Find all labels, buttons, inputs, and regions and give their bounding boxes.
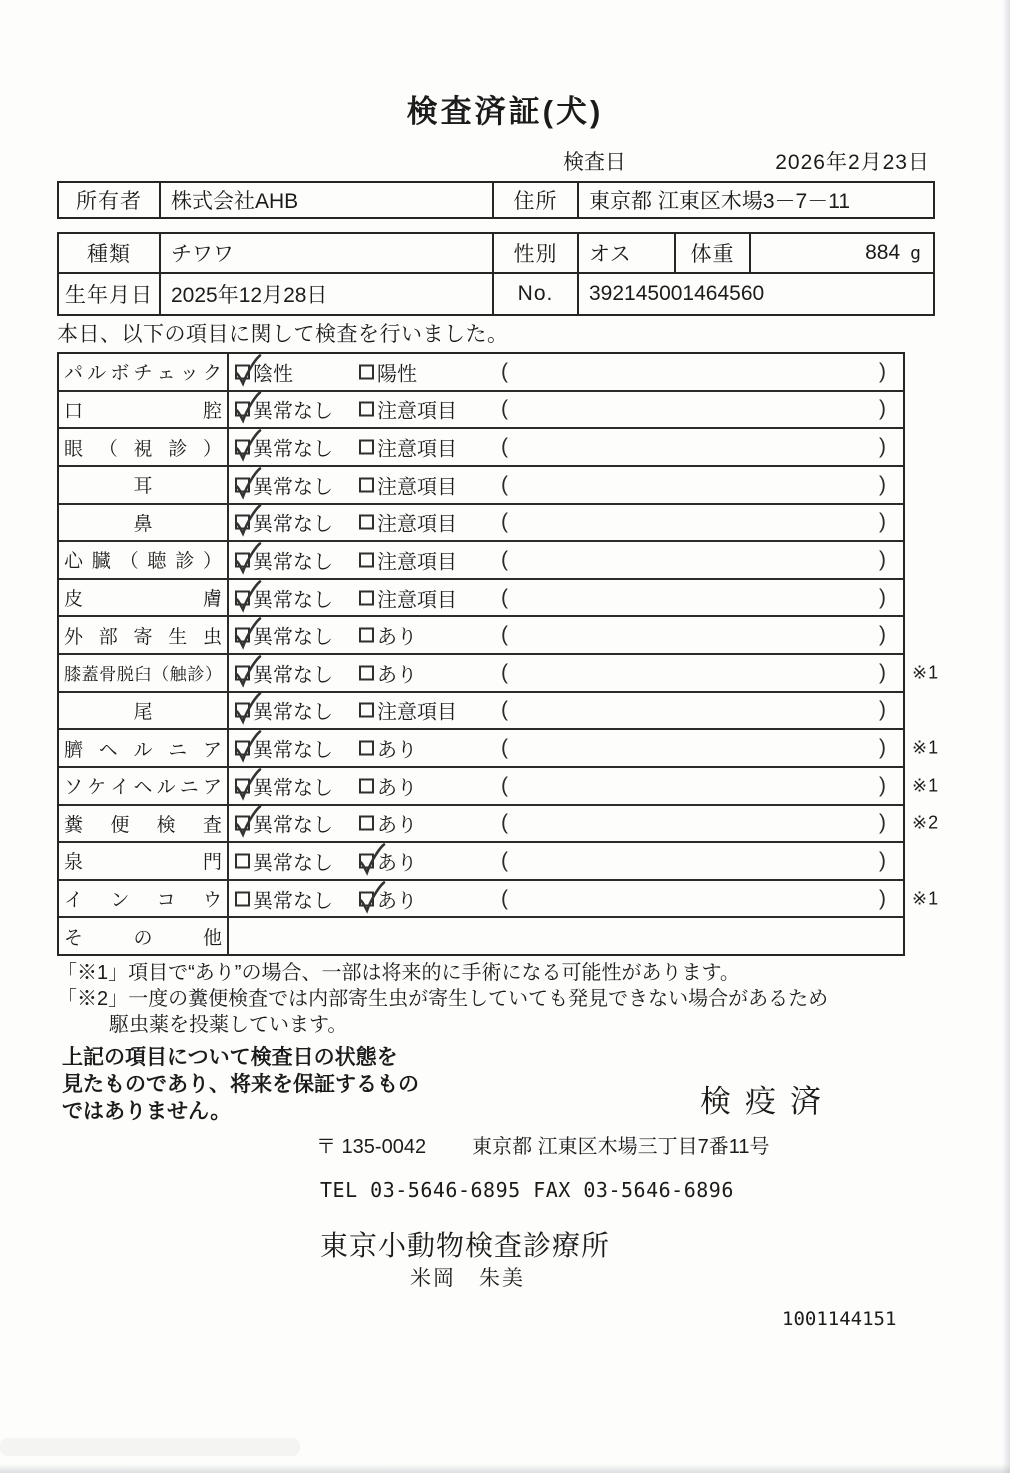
row-content	[229, 843, 903, 879]
breed-label: 種類	[87, 243, 131, 266]
row-label-char: ニ	[168, 739, 188, 761]
row-label-char: 臓	[91, 551, 111, 573]
exam-date-label: 検査日	[563, 151, 626, 174]
checkbox-checked	[235, 515, 250, 530]
row-content	[229, 806, 940, 842]
checkbox-checked	[235, 402, 250, 417]
checkbox-checked	[235, 816, 250, 831]
row-content	[229, 354, 903, 390]
option-opt2	[359, 621, 417, 650]
checklist-row	[59, 578, 903, 616]
checkbox-empty	[235, 891, 250, 906]
row-label-char: 膚	[202, 589, 222, 611]
row-label-char: そ	[64, 927, 84, 949]
row-label-char: 脱	[116, 665, 134, 685]
option-opt2	[359, 771, 417, 800]
checkbox-checked	[235, 665, 250, 680]
row-content	[229, 429, 903, 465]
paren-close: )	[879, 547, 886, 571]
row-label-char: 触	[169, 665, 187, 685]
option-label: 異常なし	[253, 664, 333, 687]
paren-close: )	[879, 435, 886, 459]
checkbox-checked	[235, 741, 250, 756]
row-note: ※1	[912, 775, 940, 796]
row-label-char: ル	[156, 777, 176, 799]
disclaimer-line-1: 上記の項目について検査日の状態を	[62, 1046, 398, 1069]
sex-label: 性別	[492, 234, 577, 272]
option-label: 注意項目	[377, 589, 457, 612]
option-opt2	[359, 470, 457, 499]
option-label: 異常なし	[253, 476, 333, 499]
option-label: 異常なし	[253, 513, 333, 536]
option-opt2	[359, 433, 457, 462]
row-label-char: （	[98, 438, 118, 460]
checkbox-checked	[235, 590, 250, 605]
paren-open: (	[501, 397, 508, 421]
option-label: 異常なし	[253, 777, 333, 800]
paren-close: )	[879, 623, 886, 647]
option-label: 異常なし	[253, 890, 333, 913]
checkbox-empty	[359, 364, 374, 379]
row-label	[59, 354, 229, 390]
row-content	[229, 392, 903, 428]
row-label-char: （	[152, 665, 170, 685]
option-label: 注意項目	[377, 701, 457, 724]
option-label: 異常なし	[253, 701, 333, 724]
option-opt1	[235, 658, 333, 687]
row-label-char: イ	[64, 890, 84, 912]
option-label: 異常なし	[253, 852, 333, 875]
row-label-char: ソ	[64, 777, 84, 799]
owner-label: 所有者	[76, 190, 142, 213]
row-note: ※1	[912, 662, 940, 683]
option-label: あり	[377, 777, 417, 800]
row-label-char: 臼	[134, 665, 152, 685]
option-label: 異常なし	[253, 551, 333, 574]
option-opt2	[359, 508, 457, 537]
paren-open: (	[501, 736, 508, 760]
scan-smudge	[0, 1438, 300, 1456]
row-label	[59, 429, 229, 465]
row-label-char: ケ	[87, 777, 107, 799]
scan-edge-right	[1002, 0, 1010, 1473]
option-label: 異常なし	[253, 589, 333, 612]
row-label-char: 便	[110, 814, 130, 836]
row-label-char: ）	[202, 438, 222, 460]
footnote-1: 「※1」項目で“あり”の場合、一部は将来的に手術になる可能性があります。	[57, 962, 740, 984]
row-label	[59, 505, 229, 541]
row-label	[59, 542, 229, 578]
option-opt1	[235, 395, 333, 424]
option-label: 注意項目	[377, 438, 457, 461]
row-content	[229, 505, 903, 541]
row-label	[59, 617, 229, 653]
checkbox-empty	[359, 778, 374, 793]
option-label: あり	[377, 626, 417, 649]
option-opt2	[359, 809, 417, 838]
row-label-char: 検	[156, 814, 176, 836]
checkbox-checked	[235, 703, 250, 718]
option-opt1	[235, 508, 333, 537]
checkbox-checked	[235, 552, 250, 567]
checkbox-empty	[359, 552, 374, 567]
checkbox-checked	[235, 778, 250, 793]
paren-close: )	[879, 848, 886, 872]
row-content	[229, 918, 903, 954]
clinic-tel-fax: TEL 03-5646-6895 FAX 03-5646-6896	[320, 1178, 734, 1202]
paren-close: )	[879, 660, 886, 684]
checkbox-empty	[359, 440, 374, 455]
pet-row-2	[59, 274, 933, 314]
row-label-char: ク	[202, 363, 222, 385]
row-label	[59, 768, 229, 804]
row-content	[229, 467, 903, 503]
option-opt1	[235, 621, 333, 650]
checkbox-empty	[359, 402, 374, 417]
row-label	[59, 806, 229, 842]
scan-edge-bottom	[0, 1464, 1010, 1473]
exam-date-row	[563, 146, 933, 174]
vet-name: 米岡 朱美	[410, 1267, 525, 1290]
paren-close: )	[879, 585, 886, 609]
row-label-char: 聴	[147, 551, 167, 573]
option-label: 陰性	[253, 363, 293, 386]
option-label: あり	[377, 739, 417, 762]
row-label-char: 臍	[64, 739, 84, 761]
row-label-char: 鼻	[133, 513, 153, 535]
option-label: 注意項目	[377, 400, 457, 423]
checklist-row	[59, 879, 940, 917]
paren-open: (	[501, 773, 508, 797]
breed-value: チワワ	[159, 234, 492, 272]
row-note: ※2	[912, 812, 940, 833]
option-label: 異常なし	[253, 739, 333, 762]
option-label: 注意項目	[377, 513, 457, 536]
row-label-char: ア	[202, 777, 222, 799]
row-label-char: 膝	[64, 665, 81, 685]
quarantine-stamp: 検疫済	[700, 1084, 835, 1119]
option-opt2	[359, 583, 457, 612]
row-label-char: ア	[202, 739, 222, 761]
row-label-char: 眼	[64, 438, 84, 460]
weight-number: 884	[865, 241, 901, 264]
checklist-row	[59, 916, 903, 954]
row-note: ※1	[912, 888, 940, 909]
weight-label: 体重	[674, 234, 749, 272]
row-content	[229, 655, 940, 691]
row-label-char: 部	[98, 626, 118, 648]
paren-open: (	[501, 472, 508, 496]
row-label-char: ッ	[179, 363, 199, 385]
row-label-char: 糞	[64, 814, 84, 836]
paren-open: (	[501, 660, 508, 684]
option-opt1	[235, 583, 333, 612]
no-label: No.	[492, 274, 577, 314]
checkbox-empty	[235, 853, 250, 868]
owner-name: 株式会社AHB	[159, 183, 492, 217]
row-label-char: 他	[202, 927, 222, 949]
pet-row-1	[59, 234, 933, 274]
row-note: ※1	[912, 737, 940, 758]
disclaimer	[62, 1044, 419, 1125]
row-content	[229, 617, 903, 653]
row-label	[59, 881, 229, 917]
sex-value: オス	[577, 234, 674, 272]
row-label-char: ェ	[156, 363, 176, 385]
row-label-char: 査	[202, 814, 222, 836]
serial-number: 1001144151	[782, 1308, 897, 1330]
owner-address: 東京都 江東区木場3－7－11	[577, 183, 933, 217]
paren-open: (	[501, 698, 508, 722]
option-opt1	[235, 357, 293, 386]
paren-close: )	[879, 472, 886, 496]
option-label: 異常なし	[253, 814, 333, 837]
row-label-char: 耳	[133, 476, 153, 498]
option-label: あり	[377, 664, 417, 687]
row-label-char: 診	[168, 438, 188, 460]
checklist-row	[59, 691, 903, 729]
option-opt1	[235, 545, 333, 574]
row-label-char: 蓋	[81, 665, 99, 685]
row-label	[59, 467, 229, 503]
paren-close: )	[879, 773, 886, 797]
paren-open: (	[501, 886, 508, 910]
paren-open: (	[501, 811, 508, 835]
checkbox-empty	[359, 741, 374, 756]
row-label-char: ン	[110, 890, 130, 912]
checkbox-empty	[359, 477, 374, 492]
no-value: 392145001464560	[577, 274, 933, 314]
checklist-row	[59, 615, 903, 653]
checkbox-empty	[359, 703, 374, 718]
birth-label: 生年月日	[65, 284, 153, 307]
checkbox-checked	[235, 477, 250, 492]
option-opt1	[235, 696, 333, 725]
paren-open: (	[501, 359, 508, 383]
row-label-char: ）	[205, 665, 222, 685]
row-label	[59, 655, 229, 691]
option-label: あり	[377, 852, 417, 875]
weight-unit: g	[910, 242, 921, 264]
row-label-char: 尾	[133, 701, 153, 723]
row-label-char: 虫	[202, 626, 222, 648]
row-content	[229, 730, 940, 766]
birth-value: 2025年12月28日	[159, 274, 492, 314]
row-label-char: 骨	[99, 665, 117, 685]
option-label: 注意項目	[377, 551, 457, 574]
checklist-row	[59, 427, 903, 465]
pet-table	[57, 232, 935, 316]
option-opt1	[235, 809, 333, 838]
row-label-char: 生	[168, 626, 188, 648]
row-content	[229, 768, 940, 804]
row-label-char: 寄	[133, 626, 153, 648]
row-label	[59, 730, 229, 766]
row-label-char: イ	[110, 777, 130, 799]
row-label-char: の	[133, 927, 153, 949]
row-label-char: コ	[156, 890, 176, 912]
paren-close: )	[879, 510, 886, 534]
option-opt2	[359, 658, 417, 687]
checklist-row	[59, 465, 903, 503]
footnote-2: 「※2」一度の糞便検査では内部寄生虫が寄生していても発見できない場合があるため	[57, 988, 829, 1010]
option-opt2	[359, 846, 417, 875]
row-content	[229, 693, 903, 729]
row-label-char: 視	[133, 438, 153, 460]
option-label: 注意項目	[377, 476, 457, 499]
row-label-char: 診	[175, 551, 195, 573]
option-label: 異常なし	[253, 400, 333, 423]
option-opt1	[235, 846, 333, 875]
paren-close: )	[879, 886, 886, 910]
footnotes	[57, 960, 828, 1038]
clinic-postal-row	[316, 1130, 770, 1159]
checklist-row	[59, 728, 940, 766]
option-opt1	[235, 771, 333, 800]
checklist-table	[57, 352, 940, 956]
row-label-char: 診	[187, 665, 205, 685]
paren-open: (	[501, 435, 508, 459]
checkbox-empty	[359, 816, 374, 831]
row-content	[229, 542, 903, 578]
checklist-row	[59, 804, 940, 842]
checkbox-checked	[235, 440, 250, 455]
clinic-name: 東京小動物検査診療所	[320, 1230, 611, 1261]
paren-close: )	[879, 736, 886, 760]
exam-date-value: 2026年2月23日	[775, 151, 930, 174]
checkbox-checked	[235, 628, 250, 643]
option-opt2	[359, 395, 457, 424]
row-label-char: 口	[64, 400, 84, 422]
owner-address-label: 住所	[492, 183, 577, 217]
checklist-row	[59, 766, 940, 804]
row-label-char: パ	[64, 363, 84, 385]
checklist-row	[59, 653, 940, 691]
option-opt1	[235, 433, 333, 462]
row-label-char: ニ	[179, 777, 199, 799]
row-label-char: （	[119, 551, 139, 573]
paren-open: (	[501, 623, 508, 647]
row-label-char: 腔	[202, 400, 222, 422]
option-label: 異常なし	[253, 626, 333, 649]
disclaimer-line-3: ではありません。	[62, 1100, 232, 1123]
paren-close: )	[879, 359, 886, 383]
row-label	[59, 918, 229, 954]
disclaimer-line-2: 見たものであり、将来を保証するもの	[62, 1073, 419, 1096]
option-opt2	[359, 545, 457, 574]
intro-text: 本日、以下の項目に関して検査を行いました。	[57, 323, 509, 346]
row-label-char: 門	[202, 852, 222, 874]
row-label	[59, 693, 229, 729]
row-content	[229, 580, 903, 616]
option-opt2	[359, 357, 417, 386]
paren-close: )	[879, 698, 886, 722]
checkbox-empty	[359, 665, 374, 680]
row-label-char: ヘ	[133, 777, 153, 799]
owner-table	[57, 181, 935, 219]
weight-value	[749, 234, 933, 272]
checklist-row	[59, 354, 903, 390]
row-label	[59, 843, 229, 879]
row-label	[59, 580, 229, 616]
row-label-char: チ	[133, 363, 153, 385]
option-opt2	[359, 696, 457, 725]
row-label-char: 泉	[64, 852, 84, 874]
option-label: あり	[377, 814, 417, 837]
option-label: 陽性	[377, 363, 417, 386]
option-opt1	[235, 470, 333, 499]
option-label: 異常なし	[253, 438, 333, 461]
row-label-char: 外	[64, 626, 84, 648]
checkbox-empty	[359, 590, 374, 605]
clinic-address: 東京都 江東区木場三丁目7番11号	[472, 1136, 770, 1158]
checkbox-checked	[235, 364, 250, 379]
option-opt1	[235, 884, 333, 913]
row-label-char: ヘ	[98, 739, 118, 761]
checklist-row	[59, 390, 903, 428]
footnote-2b: 駆虫薬を投薬しています。	[109, 1014, 348, 1036]
row-label-char: ウ	[202, 890, 222, 912]
row-content	[229, 881, 940, 917]
paren-close: )	[879, 811, 886, 835]
checkbox-empty	[359, 628, 374, 643]
checkbox-checked	[359, 853, 374, 868]
checkbox-checked	[359, 891, 374, 906]
row-label-char: 心	[64, 551, 84, 573]
checklist-row	[59, 503, 903, 541]
paren-open: (	[501, 547, 508, 571]
option-opt2	[359, 884, 417, 913]
clinic-postal: 〒 135-0042	[316, 1136, 427, 1158]
row-label-char: ）	[202, 551, 222, 573]
row-label-char: ボ	[110, 363, 130, 385]
option-opt1	[235, 734, 333, 763]
option-opt2	[359, 734, 417, 763]
paren-open: (	[501, 585, 508, 609]
page-title: 検査済証(犬)	[406, 94, 604, 129]
paren-open: (	[501, 510, 508, 534]
row-label-char: 皮	[64, 589, 84, 611]
paren-close: )	[879, 397, 886, 421]
row-label	[59, 392, 229, 428]
row-label-char: ル	[87, 363, 107, 385]
owner-row	[59, 183, 933, 217]
checklist-row	[59, 540, 903, 578]
checklist-row	[59, 841, 903, 879]
row-label-char: ル	[133, 739, 153, 761]
checkbox-empty	[359, 515, 374, 530]
paren-open: (	[501, 848, 508, 872]
option-label: あり	[377, 890, 417, 913]
